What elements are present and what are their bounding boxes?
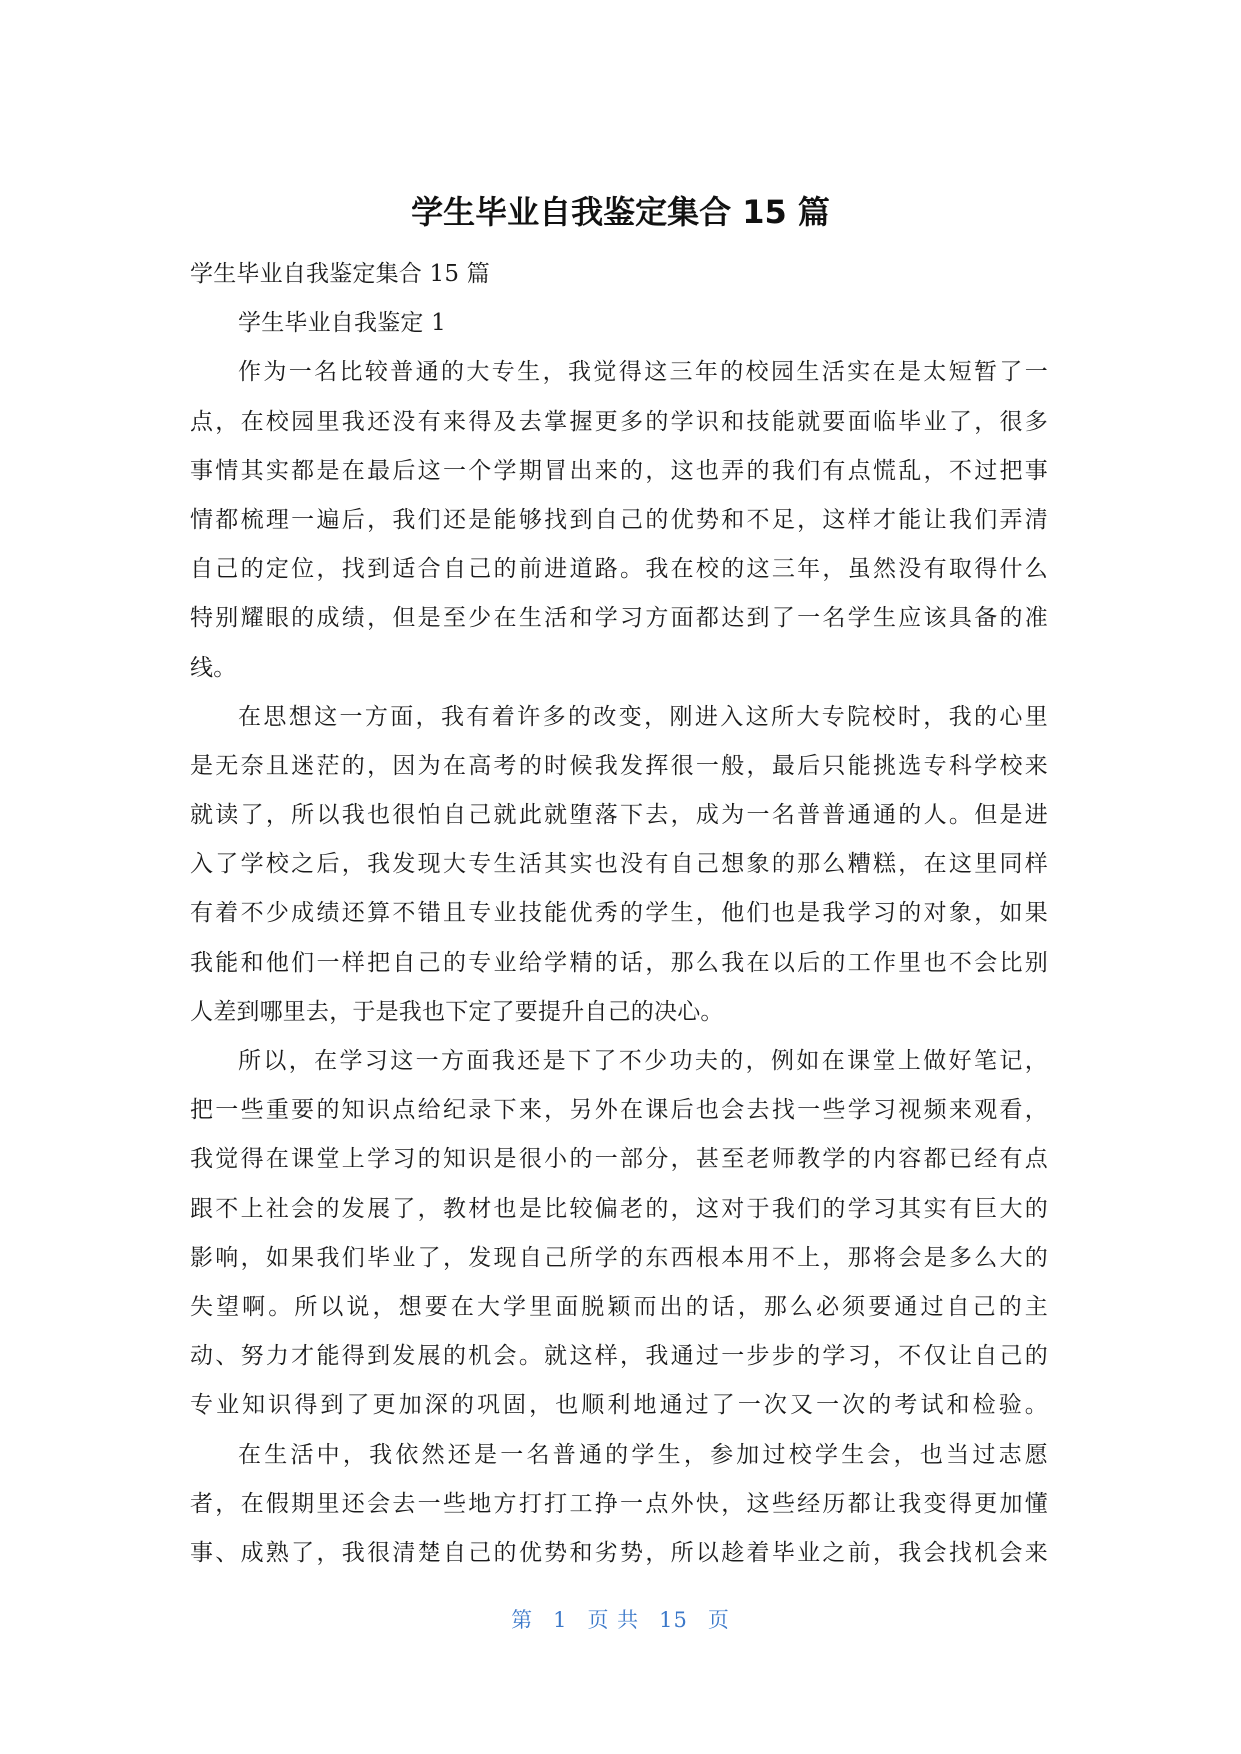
text-line: 所以，在学习这一方面我还是下了不少功夫的，例如在课堂上做好笔记， <box>238 1048 1048 1074</box>
footer-end-label: 页 <box>707 1608 730 1632</box>
text-line: 线。 <box>190 654 237 681</box>
text-line: 在思想这一方面，我有着许多的改变，刚进入这所大专院校时，我的心里 <box>238 703 1048 730</box>
footer-of-label: 页 共 <box>587 1608 640 1632</box>
document-title: 学生毕业自我鉴定集合 15 篇 <box>411 193 830 231</box>
text-line: 有着不少成绩还算不错且专业技能优秀的学生，他们也是我学习的对象，如果 <box>190 900 1048 927</box>
text-line: 学生毕业自我鉴定 1 <box>238 310 446 337</box>
text-line: 者，在假期里还会去一些地方打打工挣一点外快，这些经历都让我变得更加懂 <box>190 1490 1048 1517</box>
text-line: 我能和他们一样把自己的专业给学精的话，那么我在以后的工作里也不会比别 <box>190 949 1048 976</box>
text-line: 影响，如果我们毕业了，发现自己所学的东西根本用不上，那将会是多么大的 <box>190 1244 1048 1271</box>
text-line: 我觉得在课堂上学习的知识是很小的一部分，甚至老师教学的内容都已经有点 <box>190 1146 1048 1173</box>
text-line: 入了学校之后，我发现大专生活其实也没有自己想象的那么糟糕，在这里同样 <box>190 851 1048 878</box>
text-line: 学生毕业自我鉴定集合 15 篇 <box>190 261 490 287</box>
document-body <box>190 250 1048 1578</box>
text-line: 点，在校园里我还没有来得及去掌握更多的学识和技能就要面临毕业了，很多 <box>190 408 1048 435</box>
text-line: 就读了，所以我也很怕自己就此就堕落下去，成为一名普普通通的人。但是进 <box>190 802 1048 829</box>
text-line: 失望啊。所以说，想要在大学里面脱颖而出的话，那么必须要通过自己的主 <box>190 1293 1048 1320</box>
text-line: 事情其实都是在最后这一个学期冒出来的，这也弄的我们有点慌乱，不过把事 <box>190 457 1048 484</box>
text-line: 在生活中，我依然还是一名普通的学生，参加过校学生会，也当过志愿 <box>238 1441 1048 1468</box>
footer-page-label: 第 <box>511 1608 534 1632</box>
footer-total-pages: 15 <box>659 1608 688 1632</box>
text-line: 把一些重要的知识点给纪录下来，另外在课后也会去找一些学习视频来观看， <box>190 1097 1048 1124</box>
page-footer <box>0 1604 1241 1634</box>
text-line: 作为一名比较普通的大专生，我觉得这三年的校园生活实在是太短暂了一 <box>238 359 1048 386</box>
text-line: 跟不上社会的发展了，教材也是比较偏老的，这对于我们的学习其实有巨大的 <box>190 1195 1048 1222</box>
text-line: 人差到哪里去，于是我也下定了要提升自己的决心。 <box>190 998 724 1025</box>
text-line: 是无奈且迷茫的，因为在高考的时候我发挥很一般，最后只能挑选专科学校来 <box>190 752 1048 779</box>
footer-current-page: 1 <box>553 1608 568 1632</box>
text-line: 事、成熟了，我很清楚自己的优势和劣势，所以趁着毕业之前，我会找机会来 <box>190 1539 1048 1566</box>
text-line: 特别耀眼的成绩，但是至少在生活和学习方面都达到了一名学生应该具备的准 <box>190 605 1048 632</box>
text-line: 专业知识得到了更加深的巩固，也顺利地通过了一次又一次的考试和检验。 <box>190 1392 1048 1419</box>
text-line: 自己的定位，找到适合自己的前进道路。我在校的这三年，虽然没有取得什么 <box>190 556 1048 583</box>
text-line: 情都梳理一遍后，我们还是能够找到自己的优势和不足，这样才能让我们弄清 <box>190 506 1048 533</box>
text-line: 动、努力才能得到发展的机会。就这样，我通过一步步的学习，不仅让自己的 <box>190 1343 1048 1370</box>
